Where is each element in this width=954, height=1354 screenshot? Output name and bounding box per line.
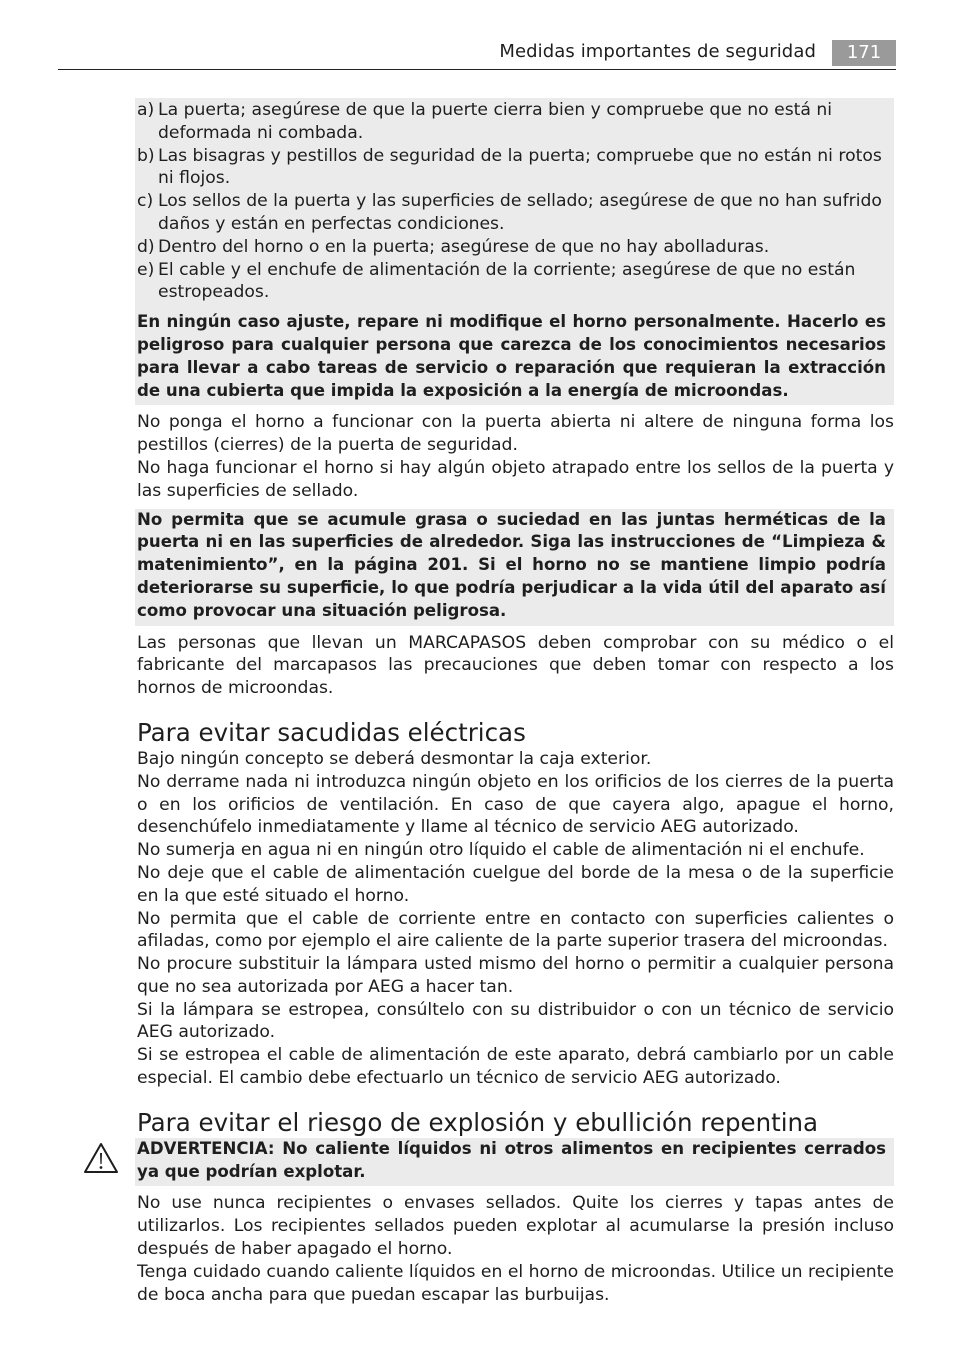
paragraph: Si la lámpara se estropea, consúltelo con su distribuidor o con un técnico de servicio AEG autorizado. — [137, 999, 894, 1043]
list-item — [137, 236, 886, 259]
paragraph: Tenga cuidado cuando caliente líquidos en el horno de microondas. Utilice un recipiente de boca ancha para que puedan escapar las burbuijas. — [137, 1261, 894, 1305]
safety-warning-grease: No permita que se acumule grasa o suciedad en las juntas herméticas de la puerta ni en las superficies de alrededor. Siga las instrucciones de “Limpieza & matenimiento”, en la página 201. Si el horno no se mantiene limpio podría deteriorarse su superficie, lo que podría perjudicar a la vida útil del aparato así como provocar una situación peligrosa. — [137, 509, 886, 620]
paragraph: No procure substituir la lámpara usted mismo del horno o permitir a cualquier persona que no sea autorizada por AEG a hacer tan. — [137, 954, 894, 997]
safety-warning-advertencia: ADVERTENCIA: No caliente líquidos ni otros alimentos en recipientes cerrados ya que podrían explotar. — [137, 1138, 886, 1181]
paragraph: No permita que el cable de corriente entre en contacto con superficies calientes o afiladas, como por ejemplo el aire caliente de la parte superior trasera del microondas. — [137, 908, 894, 952]
section-heading-explosion: Para evitar el riesgo de explosión y ebullición repentina — [137, 1107, 819, 1137]
paragraph: No derrame nada ni introduzca ningún objeto en los orificios de los cierres de la puerta o en los orificios de ventilación. En caso de que cayera algo, apague el horno, desenchúfelo inmediatamente y llame al técnico de servicio AEG autorizado. — [137, 771, 894, 838]
list-letter: c) — [137, 191, 154, 212]
list-item — [137, 99, 886, 145]
list-item — [137, 145, 886, 191]
list-letter: e) — [137, 259, 155, 280]
list-letter: b) — [137, 145, 155, 166]
paragraph-object-trapped: No haga funcionar el horno si hay algún objeto atrapado entre los sellos de la puerta y las superficies de sellado. — [137, 457, 894, 501]
shaded-block-advertencia — [135, 1138, 894, 1187]
page-content — [137, 98, 894, 1306]
paragraph: No use nunca recipientes o envases sellados. Quite los cierres y tapas antes de utilizarlos. Los recipientes sellados pueden explotar al acumularse la presión incluso después de haber apagado el horno. — [137, 1193, 894, 1260]
paragraph: No deje que el cable de alimentación cuelgue del borde de la mesa o de la superficie en la que esté situado el horno. — [137, 862, 894, 906]
shaded-block-grease — [135, 509, 894, 626]
checklist — [137, 98, 886, 311]
paragraph-door-open: No ponga el horno a funcionar con la puerta abierta ni altere de ninguna forma los pestillos (cierres) de la puerta de seguridad. — [137, 412, 894, 456]
safety-warning-repair: En ningún caso ajuste, repare ni modifique el horno personalmente. Hacerlo es peligroso para cualquier persona que carezca de los conocimientos necesarios para llevar a cabo tareas de servicio o reparación que requieran la extracción de una cubierta que impida la exposición a la energía de microondas. — [137, 312, 886, 400]
list-text: Dentro del horno o en la puerta; asegúrese de que no hay abolladuras. — [158, 236, 770, 257]
list-letter: d) — [137, 236, 155, 257]
page-number: 171 — [832, 40, 896, 66]
warning-row — [137, 1138, 894, 1187]
paragraph-pacemaker: Las personas que llevan un MARCAPASOS deben comprobar con su médico o el fabricante del marcapasos las precauciones que deben tomar con respecto a los hornos de microondas. — [137, 632, 894, 699]
page-header — [58, 40, 896, 70]
list-text: Los sellos de la puerta y las superficies de sellado; asegúrese de que no han sufrido daños y están en perfectas condiciones. — [158, 191, 882, 234]
list-text: Las bisagras y pestillos de seguridad de la puerta; compruebe que no están ni rotos ni flojos. — [158, 145, 882, 189]
list-text: La puerta; asegúrese de que la puerte cierra bien y compruebe que no está ni deformada ni combada. — [158, 100, 833, 143]
warning-triangle-icon — [83, 1142, 119, 1174]
header-title: Medidas importantes de seguridad — [499, 41, 816, 62]
paragraph: Bajo ningún concepto se deberá desmontar la caja exterior. — [137, 748, 652, 769]
section-heading-electric-shock: Para evitar sacudidas eléctricas — [137, 717, 526, 747]
paragraph: Si se estropea el cable de alimentación de este aparato, debrá cambiarlo por un cable especial. El cambio debe efectuarlo un técnico de servicio AEG autorizado. — [137, 1045, 894, 1089]
shaded-block-checklist — [135, 98, 894, 405]
list-text: El cable y el enchufe de alimentación de la corriente; asegúrese de que no están estropeados. — [158, 259, 856, 303]
list-item — [137, 259, 886, 305]
list-letter: a) — [137, 100, 155, 120]
list-item — [137, 190, 886, 236]
paragraph: No sumerja en agua ni en ningún otro líquido el cable de alimentación ni el enchufe. — [137, 840, 865, 861]
